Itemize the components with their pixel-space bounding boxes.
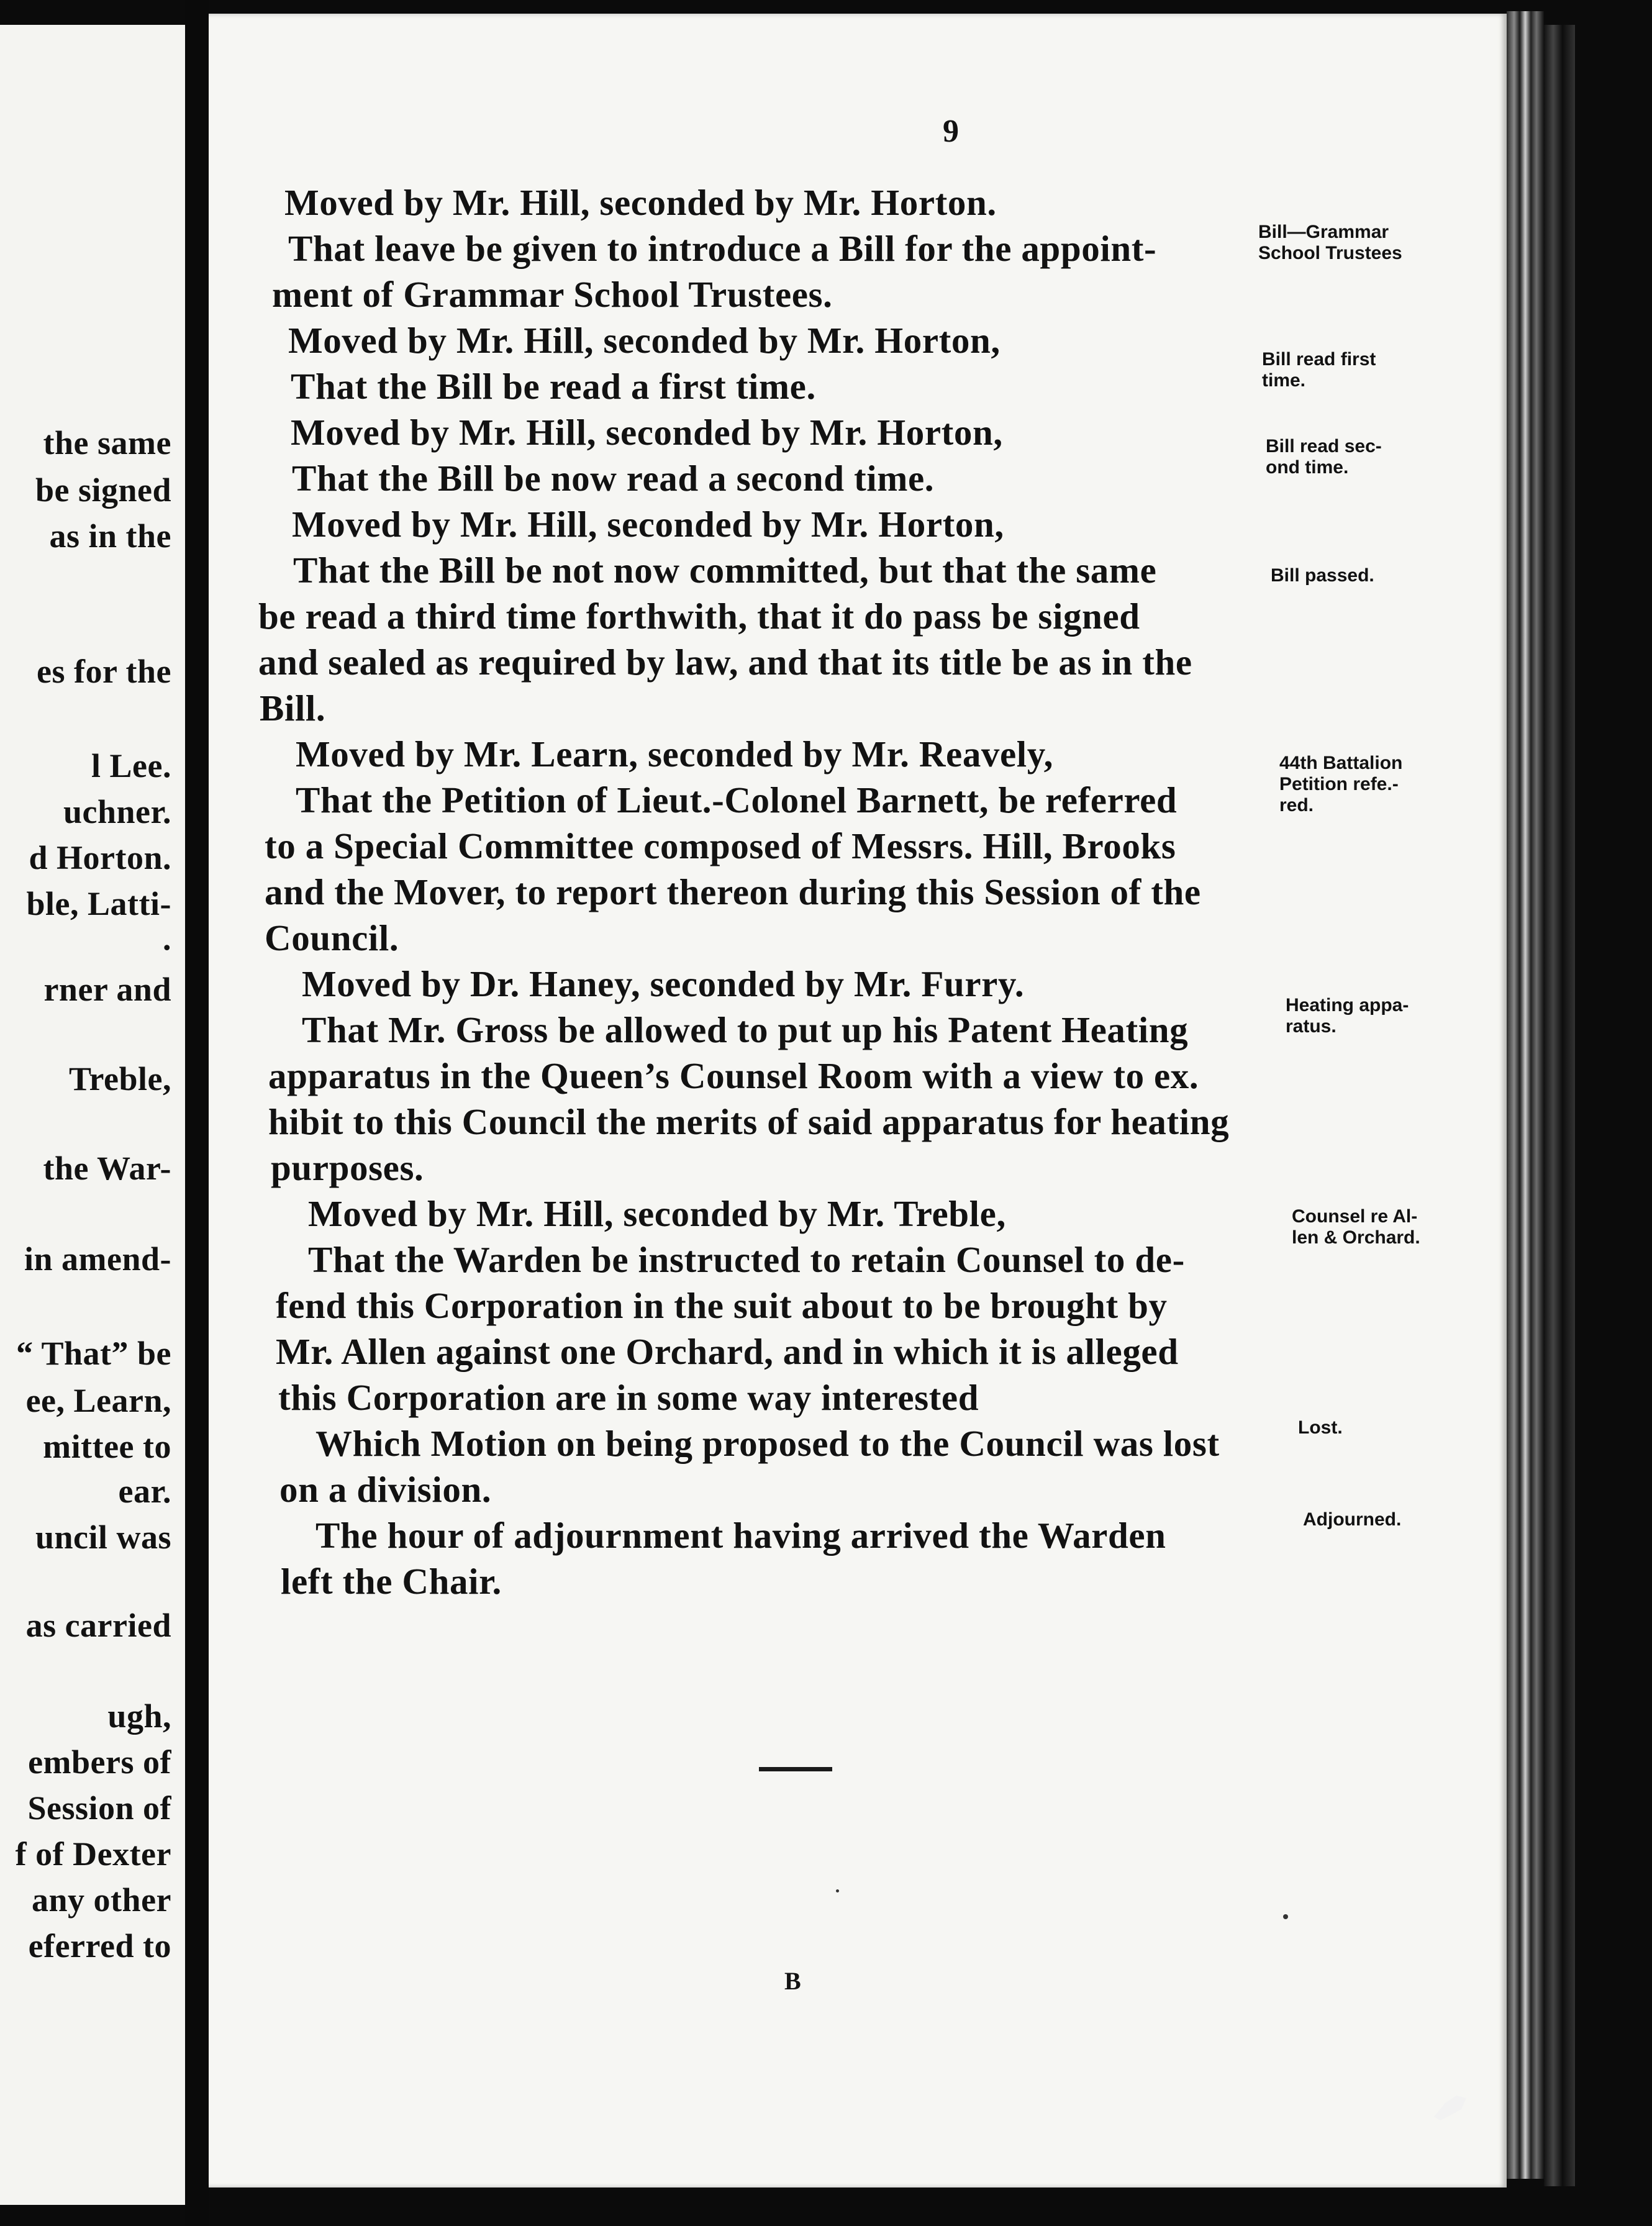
text-line: That the Bill be read a first time. [291, 366, 816, 407]
text-line: left the Chair. [281, 1561, 502, 1602]
paper-speck [1283, 1914, 1288, 1919]
margin-note: Bill read first time. [1262, 349, 1376, 391]
margin-note: Counsel re Al- len & Orchard. [1292, 1206, 1420, 1248]
left-page-line: ear. [118, 1473, 171, 1510]
main-page [209, 14, 1507, 2187]
book-gutter [185, 0, 209, 2226]
text-line: Moved by Mr. Hill, seconded by Mr. Horton, [292, 504, 1004, 545]
text-line: That leave be given to introduce a Bill for the appoint- [288, 228, 1157, 269]
left-page-line: Treble, [69, 1060, 171, 1097]
margin-note: Bill passed. [1271, 565, 1374, 586]
text-line: and sealed as required by law, and that its title be as in the [258, 642, 1192, 683]
page-edge [1544, 25, 1575, 2186]
left-page-line: rner and [43, 971, 171, 1008]
left-page-line: in amend- [24, 1240, 171, 1278]
page-number: 9 [943, 114, 959, 149]
text-line: Moved by Mr. Hill, seconded by Mr. Horton, [291, 412, 1003, 453]
margin-note: Adjourned. [1303, 1509, 1402, 1530]
text-line: Council. [265, 917, 399, 958]
left-page-line: ee, Learn, [25, 1382, 171, 1419]
text-line: this Corporation are in some way interested [278, 1377, 979, 1418]
text-line: Which Motion on being proposed to the Council was lost [315, 1423, 1220, 1464]
text-line: hibit to this Council the merits of said apparatus for heating [268, 1101, 1230, 1142]
margin-note: Heating appa- ratus. [1286, 995, 1409, 1037]
left-page-line: uncil was [35, 1519, 171, 1556]
text-line: Moved by Mr. Learn, seconded by Mr. Reavely, [296, 734, 1053, 775]
left-page-line: as carried [25, 1607, 171, 1644]
left-page-line: Session of [27, 1789, 171, 1827]
text-line: Mr. Allen against one Orchard, and in which it is alleged [276, 1331, 1179, 1372]
signature-mark: B [784, 1967, 801, 1995]
margin-note: 44th Battalion Petition refe.- red. [1279, 753, 1403, 815]
left-page-line: ble, Latti- [26, 885, 171, 922]
paper-speck [836, 1889, 839, 1892]
left-page-line: d Horton. [29, 839, 171, 876]
text-line: That the Bill be not now committed, but that the same [293, 550, 1157, 591]
section-rule [759, 1767, 832, 1771]
text-line: ment of Grammar School Trustees. [272, 274, 833, 315]
paper-scrap-mark [1432, 2092, 1469, 2123]
left-page-line: es for the [37, 653, 171, 690]
left-page-line: ugh, [107, 1697, 171, 1735]
text-line: and the Mover, to report thereon during this Session of the [265, 871, 1201, 912]
text-line: to a Special Committee composed of Messrs. Hill, Brooks [265, 825, 1176, 866]
left-page-line: mittee to [43, 1428, 171, 1465]
left-facing-page [0, 25, 185, 2205]
left-page-line: l Lee. [91, 747, 171, 784]
text-line: Bill. [260, 688, 326, 729]
left-page-line: f of Dexter [15, 1835, 171, 1873]
left-page-line: uchner. [63, 793, 171, 830]
text-line: That the Bill be now read a second time. [292, 458, 935, 499]
left-page-line: eferred to [28, 1927, 171, 1965]
left-page-line: any other [32, 1881, 171, 1919]
margin-note: Lost. [1298, 1417, 1343, 1438]
margin-note: Bill read sec- ond time. [1266, 436, 1382, 478]
left-page-line: “ That” be [16, 1335, 171, 1372]
left-page-line: be signed [35, 471, 171, 509]
page-edge [1507, 11, 1544, 2179]
text-line: apparatus in the Queen’s Counsel Room with a view to ex. [268, 1055, 1199, 1096]
text-line: The hour of adjournment having arrived the Warden [315, 1515, 1166, 1556]
text-line: purposes. [271, 1147, 424, 1188]
left-page-line: embers of [28, 1743, 171, 1781]
text-line: Moved by Dr. Haney, seconded by Mr. Furry. [302, 963, 1025, 1004]
text-line: fend this Corporation in the suit about to be brought by [276, 1285, 1168, 1326]
text-line: That the Warden be instructed to retain Counsel to de- [308, 1239, 1185, 1280]
left-page-line: . [163, 920, 171, 957]
text-line: on a division. [279, 1469, 492, 1510]
text-line: That the Petition of Lieut.-Colonel Barnett, be referred [296, 779, 1178, 820]
left-page-line: the War- [43, 1150, 171, 1187]
left-page-line: as in the [49, 517, 171, 555]
text-line: Moved by Mr. Hill, seconded by Mr. Horton. [284, 182, 997, 223]
left-page-line: the same [43, 424, 171, 461]
text-line: That Mr. Gross be allowed to put up his Patent Heating [302, 1009, 1189, 1050]
text-line: Moved by Mr. Hill, seconded by Mr. Treble, [308, 1193, 1006, 1234]
text-line: be read a third time forthwith, that it do pass be signed [258, 596, 1140, 637]
text-line: Moved by Mr. Hill, seconded by Mr. Horton, [288, 320, 1001, 361]
margin-note: Bill—Grammar School Trustees [1258, 222, 1402, 263]
